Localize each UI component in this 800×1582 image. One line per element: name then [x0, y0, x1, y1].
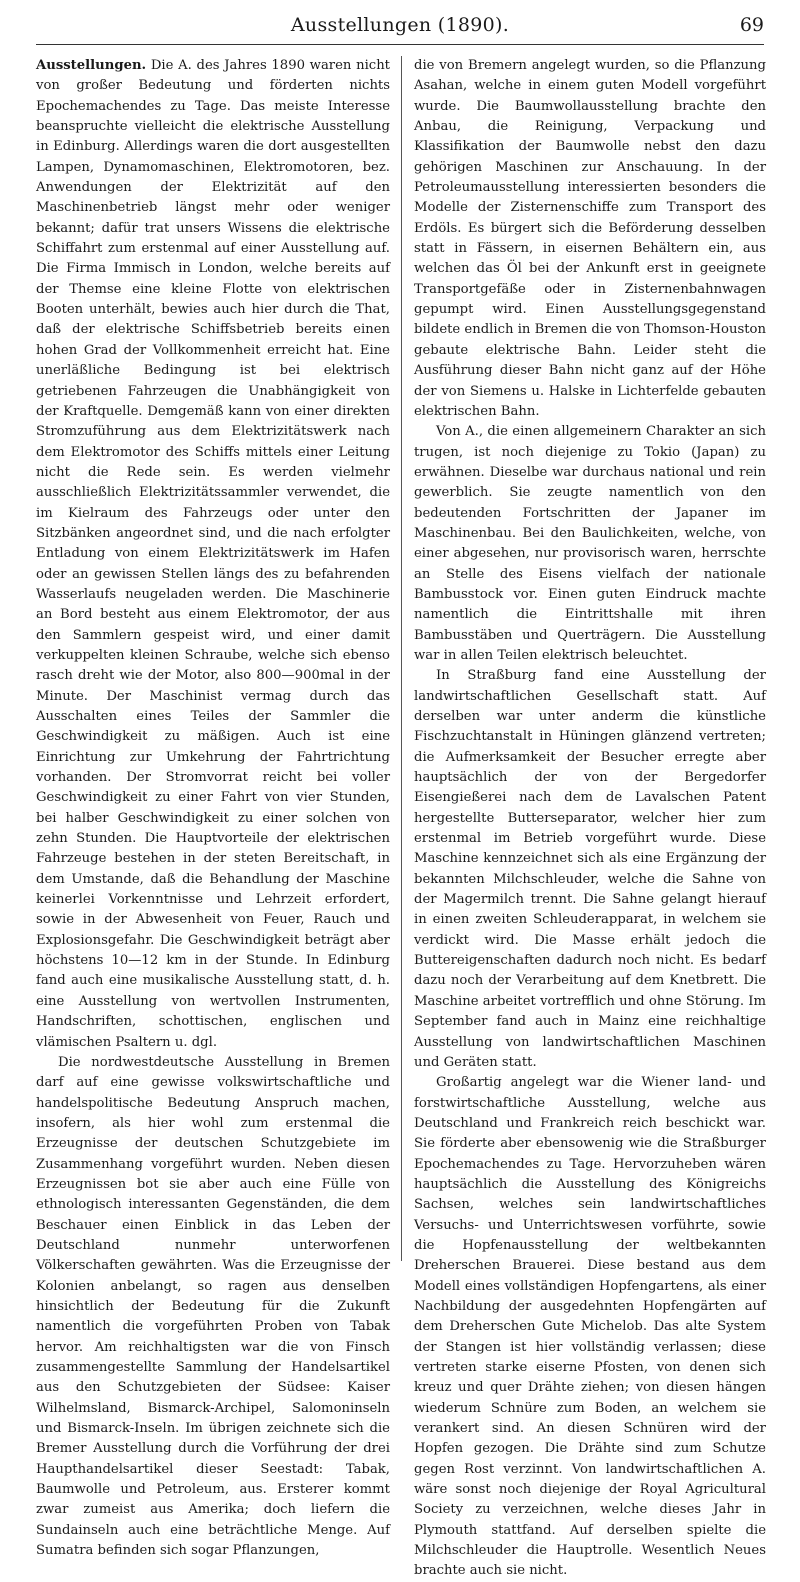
page-number: 69 [739, 14, 764, 36]
left-column [36, 56, 392, 1559]
paragraph-electric-exhibition [36, 56, 390, 1053]
paragraph-tokio-exhibition: Von A., die einen allgemeinern Charakter an sich trugen, ist noch diejenige zu Tokio (Japan) zu erwähnen. Dieselbe war durchaus national und rein gewerblich. Sie zeugte namentlich von den bedeutenden Fortschritten der Japaner im Maschinenbau. Bei den Baulichkeiten, welche, von einer abgesehen, nur provisorisch waren, herrschte an Stelle des Eisens vielfach der nationale Bambusstock vor. Einen guten Eindruck machte namentlich die Eintrittshalle mit ihren Bambusstäben und Querträgern. Die Ausstellung war in allen Teilen elektrisch beleuchtet. [414, 424, 766, 663]
paragraph-bremen-exhibition: Die nordwestdeutsche Ausstellung in Bremen darf auf eine gewisse volkswirtschaftliche und handelspolitische Bedeutung Anspruch machen, insofern, als hier wohl zum erstenmal die Erzeugnisse der deutschen Schutzgebiete im Zusammenhang vorgeführt wurden. Neben diesen Erzeugnissen bot sie aber auch eine Fülle von ethnologisch interessanten Gegenständen, die dem Beschauer einen Einblick in das Leben der Deutschland nunmehr unterworfenen Völkerschaften gewährten. Was die Erzeugnisse der Kolonien anbelangt, so ragen aus denselben hinsichtlich der Bedeutung für die Zukunft namentlich die vorgeführten Proben von Tabak hervor. Am reichhaltigsten war die von Finsch zusammengestellte Sammlung der Handelsartikel aus den Schutzgebieten der Südsee: Kaiser Wilhelmsland, Bismarck-Archipel, Salomoninseln und Bismarck-Inseln. Im übrigen zeichnete sich die Bremer Ausstellung durch die Vorführung der drei Haupthandelsartikel dieser Seestadt: Tabak, Baumwolle und Petroleum, aus. Ersterer kommt zwar zumeist aus Amerika; doch liefern die Sundainseln auch eine beträchtliche Menge. Auf Sumatra befinden sich sogar Pflanzungen, [36, 1054, 390, 1559]
paragraph-bremen-continued: die von Bremern angelegt wurden, so die Pflanzung Asahan, welche in einem guten Modell vorgeführt wurde. Die Baumwollausstellung brachte den Anbau, die Reinigung, Verpackung und Klassifikation der Baumwolle nebst den dazu gehörigen Maschinen zur Anschauung. In der Petroleumausstellung interessierten besonders die Modelle der Zisternenschiffe zum Transport des Erdöls. Es bürgert sich die Beförderung desselben statt in Fässern, in eisernen Behältern ein, aus welchen das Öl bei der Ankunft erst in geeignete Transportgefäße oder in Zisternenbahnwagen gepumpt wird. Einen Ausstellungsgegenstand bildete endlich in Bremen die von Thomson-Houston gebaute elektrische Bahn. Leider steht die Ausführung dieser Bahn nicht ganz auf der Höhe der von Siemens u. Halske in Lichterfelde gebauten elektrischen Bahn. [414, 58, 766, 419]
text-columns [36, 56, 766, 1579]
paragraph-text: Die A. des Jahres 1890 waren nicht von großer Bedeutung und förderten nichts Epochemachendes zu Tage. Das meiste Interesse beanspruchte vielleicht die elektrische Ausstellung in Edinburg. Allerdings waren die dort ausgestellten Lampen, Dynamomaschinen, Elektromotoren, bez. Anwendungen der Elektrizität auf den Maschinenbetrieb längst mehr oder weniger bekannt; dafür trat unsers Wissens die elektrische Schiffahrt zum erstenmal auf einer Ausstellung auf. Die Firma Immisch in London, welche bereits auf der Themse eine kleine Flotte von elektrischen Booten unterhält, bewies auch hier durch die That, daß der elektrische Schiffsbetrieb bereits einen hohen Grad der Vollkommenheit erreicht hat. Eine unerläßliche Bedingung ist bei elektrisch getriebenen Fahrzeugen die Unabhängigkeit von der Kraftquelle. Demgemäß kann von einer direkten Stromzuführung aus dem Elektrizitätswerk nach dem Elektromotor des Schiffs mittels einer Leitung nicht die Rede sein. Es werden vielmehr ausschließlich Elektrizitätssammler verwendet, die im Kielraum des Fahrzeugs oder unter den Sitzbänken angeordnet sind, und die nach erfolgter Entladung von einem Elektrizitätswerk im Hafen oder an gewissen Stellen längs des zu befahrenden Wasserlaufs neugeladen werden. Die Maschinerie an Bord besteht aus einem Elektromotor, der aus den Sammlern gespeist wird, und einer damit verkuppelten kleinen Schraube, welche sich ebenso rasch dreht wie der Motor, also 800—900mal in der Minute. Der Maschinist vermag durch das Ausschalten eines Teiles der Sammler die Geschwindigkeit zu mäßigen. Auch ist eine Einrichtung zur Umkehrung der Fahrtrichtung vorhanden. Der Stromvorrat reicht bei voller Geschwindigkeit zu einer Fahrt von vier Stunden, bei halber Geschwindigkeit zu einer solchen von zehn Stunden. Die Hauptvorteile der elektrischen Fahrzeuge bestehen in der steten Bereitschaft, in dem Umstande, daß die Behandlung der Maschine keinerlei Vorkenntnisse und Lehrzeit erfordert, sowie in der Abwesenheit von Feuer, Rauch und Explosionsgefahr. Die Geschwindigkeit beträgt aber höchstens 10—12 km in der Stunde. In Edinburg fand auch eine musikalische Ausstellung statt, d. h. eine Ausstellung von wertvollen Instrumenten, Handschriften, schottischen, englischen und vlämischen Psaltern u. dgl. [36, 58, 390, 1050]
column-divider [401, 56, 402, 1261]
running-title: Ausstellungen (1890). [290, 14, 510, 36]
paragraph-vienna-exhibition: Großartig angelegt war die Wiener land- und forstwirtschaftliche Ausstellung, welche aus Deutschland und Frankreich reich beschickt war. Sie förderte aber ebensowenig wie die Straßburger Epochemachendes zu Tage. Hervorzuheben wären hauptsächlich die Ausstellung des Königreichs Sachsen, welches sein landwirtschaftliches Versuchs- und Unterrichtswesen vorführte, sowie die Hopfenausstellung der weltbekannten Dreherschen Brauerei. Diese bestand aus dem Modell eines vollständigen Hopfengartens, als einer Nachbildung der ausgedehnten Hopfengärten auf dem Dreherschen Gute Michelob. Das alte System der Stangen ist hier vollständig verlassen; diese vertreten starke eiserne Pfosten, von denen sich kreuz und quer Drähte ziehen; von diesen hängen wiederum Schnüre zum Boden, an welchem sie verankert sind. An diesen Schnüren wird der Hopfen gezogen. Die Drähte sind zum Schutze gegen Rost verzinnt. Von landwirtschaftlichen A. wäre sonst noch diejenige der Royal Agricultural Society zu verzeichnen, welche dieses Jahr in Plymouth stattfand. Auf derselben spielte die Milchschleuder die Hauptrolle. Wesentlich Neues brachte auch sie nicht. [414, 1075, 766, 1579]
right-column [410, 56, 766, 1579]
paragraph-strassburg-exhibition: In Straßburg fand eine Ausstellung der landwirtschaftlichen Gesellschaft statt. Auf derselben war unter anderm die künstliche Fischzuchtanstalt in Hüningen glänzend vertreten; die Aufmerksamkeit der Besucher erregte aber hauptsächlich der von der Bergedorfer Eisengießerei nach dem de Lavalschen Patent hergestellte Butterseparator, welcher hier zum erstenmal im Betrieb vorgeführt wurde. Diese Maschine kennzeichnet sich als eine Ergänzung der bekannten Milchschleuder, welche die Sahne von der Magermilch trennt. Die Sahne gelangt hierauf in einen zweiten Schleuderapparat, in welchem sie verdickt wird. Die Masse erhält jedoch die Buttereigenschaften dadurch noch nicht. Es bedarf dazu noch der Verarbeitung auf dem Knetbrett. Die Maschine arbeitet vortrefflich und ohne Störung. Im September fand auch in Mainz eine reichhaltige Ausstellung von landwirtschaftlichen Maschinen und Geräten statt. [414, 668, 766, 1070]
running-head [36, 12, 764, 45]
article-headword: Ausstellungen. [36, 58, 147, 73]
